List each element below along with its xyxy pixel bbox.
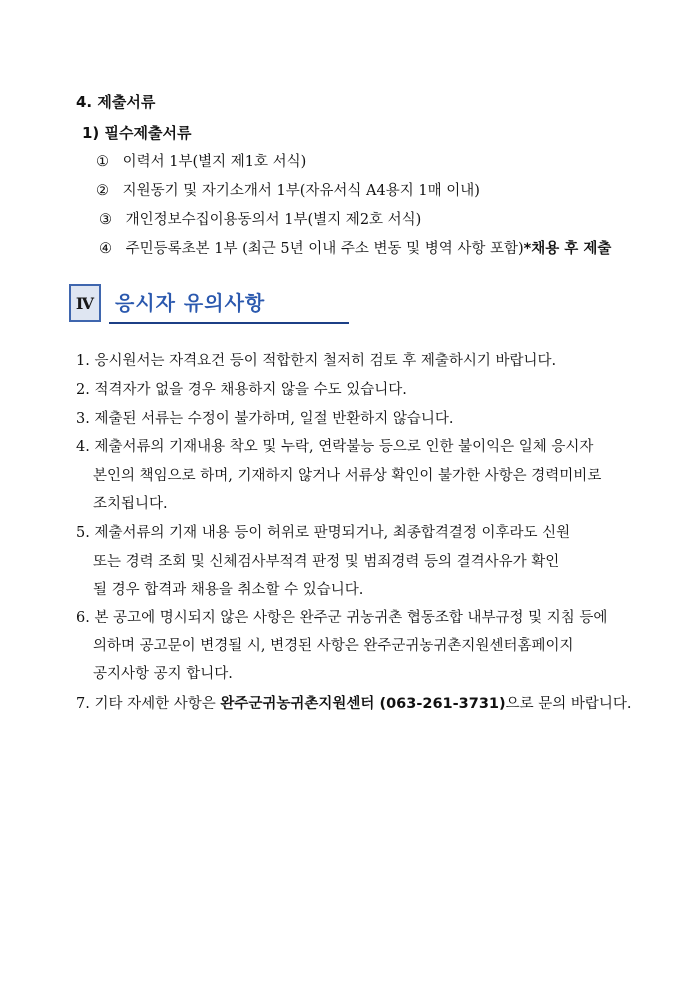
heading-underline (109, 322, 349, 324)
item-number: ④ (99, 241, 112, 257)
document-item-privacy-consent (99, 208, 421, 229)
item-number: ② (96, 183, 109, 199)
note-7-contact: 완주군귀농귀촌지원센터 (063-261-3731) (220, 696, 506, 712)
note-6-line-2: 의하며 공고문이 변경될 시, 변경된 사항은 완주군귀농귀촌지원센터홈페이지 (93, 638, 574, 654)
document-item-resident-registration (99, 237, 611, 258)
note-4-line-3: 조치됩니다. (93, 496, 168, 512)
note-5-line-2: 또는 경력 조회 및 신체검사부적격 판정 및 범죄경력 등의 결격사유가 확인 (93, 554, 560, 570)
item-number: ③ (99, 212, 112, 228)
note-2: 2. 적격자가 없을 경우 채용하지 않을 수도 있습니다. (76, 382, 407, 398)
note-4-line-2: 본인의 책임으로 하며, 기재하지 않거나 서류상 확인이 불가한 사항은 경력미비로 (93, 468, 602, 484)
note-6-line-1: 6. 본 공고에 명시되지 않은 사항은 완주군 귀농귀촌 협동조합 내부규정 및 지침 등에 (76, 610, 608, 626)
item-text: 이력서 1부(별지 제1호 서식) (122, 154, 307, 170)
section-number-box: Ⅳ (69, 284, 101, 322)
note-3: 3. 제출된 서류는 수정이 불가하며, 일절 반환하지 않습니다. (76, 411, 454, 427)
note-5-line-3: 될 경우 합격과 채용을 취소할 수 있습니다. (93, 582, 364, 598)
note-7-prefix: 7. 기타 자세한 사항은 (76, 696, 221, 712)
document-item-cover-letter (96, 179, 480, 200)
note-5-line-1: 5. 제출서류의 기재 내용 등이 허위로 판명되거나, 최종합격결정 이후라도 신원 (76, 525, 571, 541)
subsection-title-required-documents: 1) 필수제출서류 (82, 124, 192, 142)
note-7 (76, 692, 632, 713)
section-title-applicant-notes: 응시자 유의사항 (115, 291, 266, 315)
note-6-line-3: 공지사항 공지 합니다. (93, 666, 233, 682)
note-4-line-1: 4. 제출서류의 기재내용 착오 및 누락, 연락불능 등으로 인한 불이익은 일체 응시자 (76, 439, 594, 455)
item-text: 주민등록초본 1부 (최근 5년 이내 주소 변동 및 병역 사항 포함) (125, 241, 524, 257)
item-bold-note: *채용 후 제출 (523, 241, 612, 257)
item-number: ① (96, 154, 109, 170)
document-item-resume (96, 150, 306, 171)
item-text: 개인정보수집이용동의서 1부(별지 제2호 서식) (125, 212, 422, 228)
section-title-submission-documents: 4. 제출서류 (76, 93, 156, 111)
note-7-suffix: 으로 문의 바랍니다. (505, 696, 632, 712)
note-1: 1. 응시원서는 자격요건 등이 적합한지 철저히 검토 후 제출하시기 바랍니다. (76, 353, 557, 369)
item-text: 지원동기 및 자기소개서 1부(자유서식 A4용지 1매 이내) (122, 183, 480, 199)
